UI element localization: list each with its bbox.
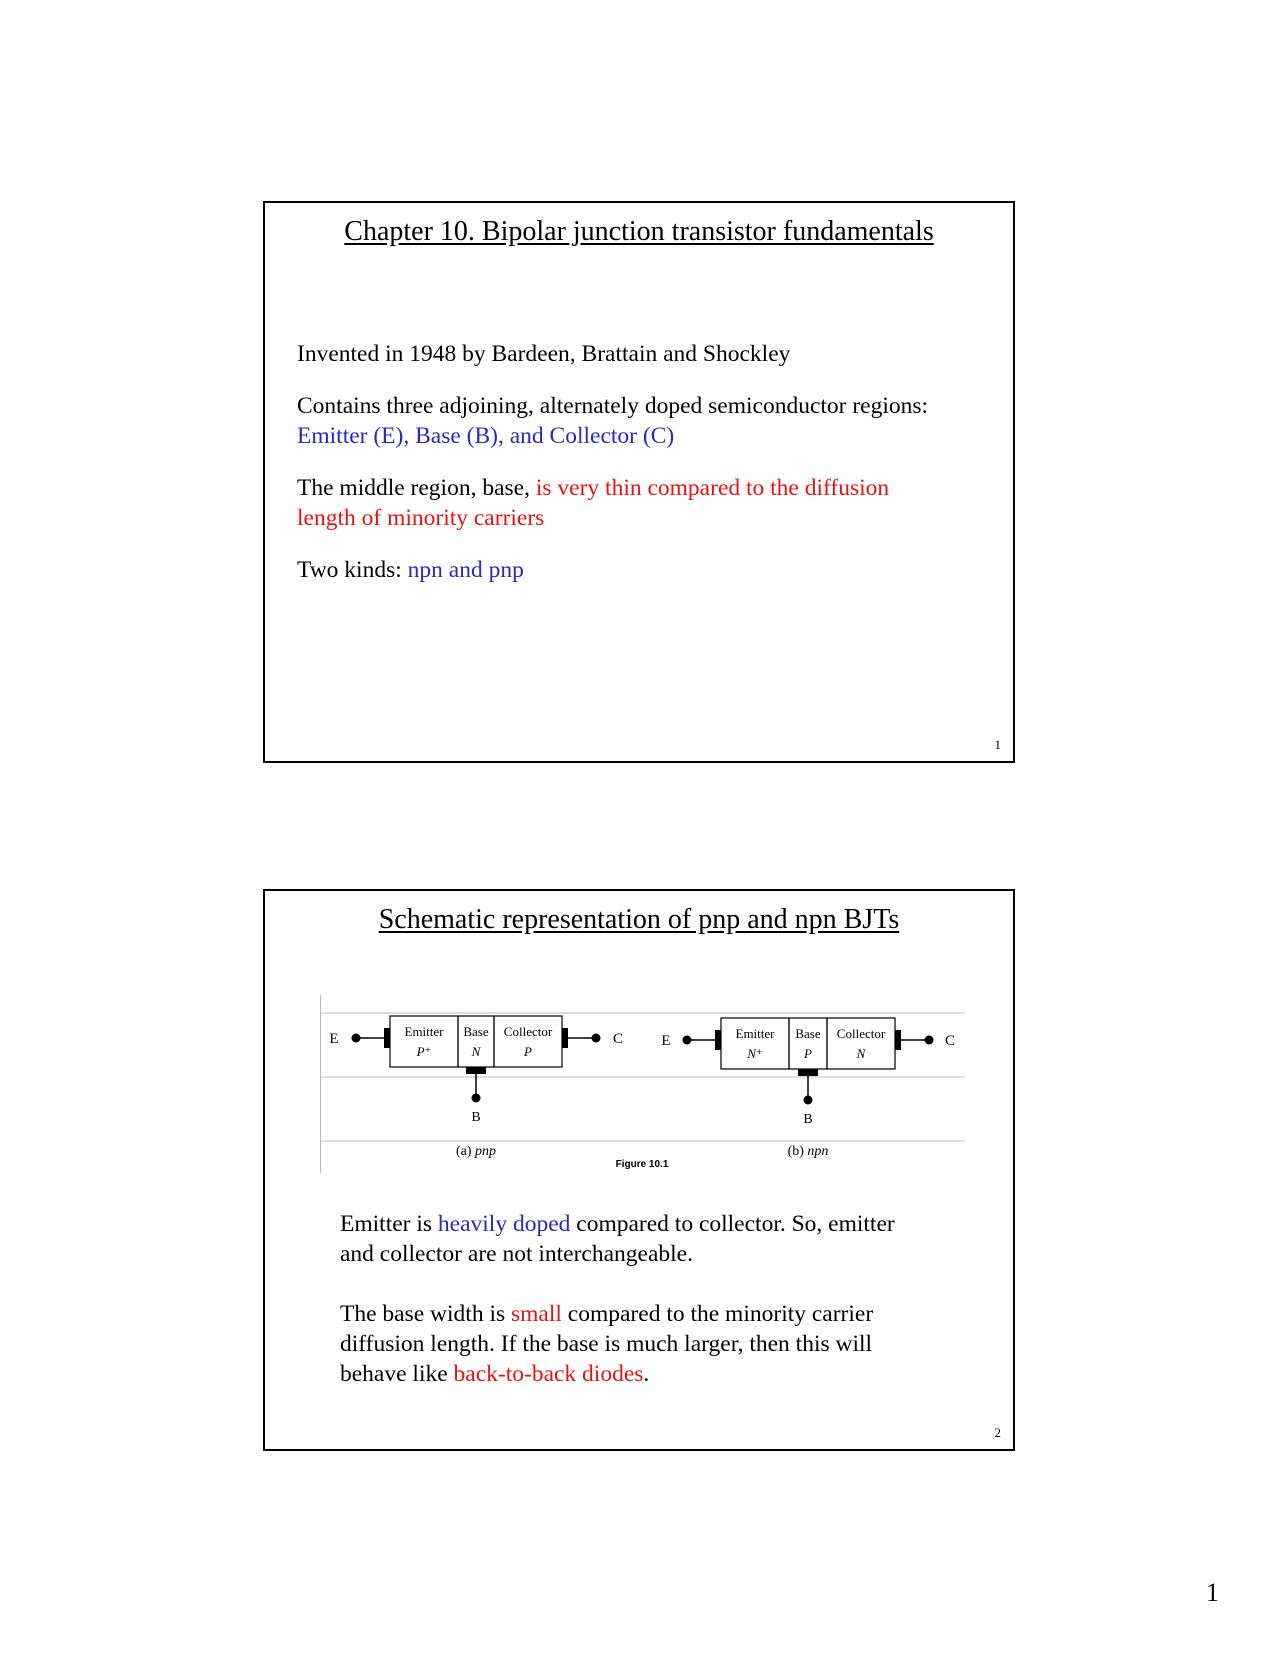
page-number: 1 xyxy=(1206,1578,1219,1607)
pnp-terminal-c: C xyxy=(612,1031,624,1047)
slide-1-paragraph-1 xyxy=(297,339,790,369)
pnp-collector-doping: P xyxy=(524,1044,532,1059)
npn-base-node xyxy=(804,1096,813,1105)
pnp-collector-contact xyxy=(562,1028,568,1048)
emitter-text-3: and collector are not interchangeable. xyxy=(340,1241,693,1267)
regions-list: Emitter (E), Base (B), and Collector (C) xyxy=(297,423,675,449)
npn-emitter-contact xyxy=(715,1030,721,1050)
pnp-collector-label: Collector xyxy=(503,1024,553,1039)
slide-2-number: 2 xyxy=(994,1425,1001,1440)
slide-1-number: 1 xyxy=(994,737,1001,752)
back-to-back-highlight: back-to-back diodes xyxy=(453,1361,644,1387)
base-thin-highlight: is very thin compared to the diffusion xyxy=(535,475,890,501)
slide-2 xyxy=(263,889,1015,1451)
npn-collector-contact xyxy=(895,1030,901,1050)
pnp-terminal-b: B xyxy=(471,1110,481,1125)
npn-sublabel: (b) npn xyxy=(787,1144,829,1159)
pnp-terminal-e: E xyxy=(329,1031,339,1047)
emitter-text: Emitter is xyxy=(340,1211,433,1237)
pnp-collector-node xyxy=(592,1034,601,1043)
heavily-doped-highlight: heavily doped xyxy=(437,1211,571,1237)
npn-collector-node xyxy=(925,1036,934,1045)
pnp-base-label: Base xyxy=(463,1024,489,1039)
slide-2-title: Schematic representation of pnp and npn BJTs xyxy=(378,904,900,935)
pnp-base-node xyxy=(472,1094,481,1103)
slide-2-paragraph-2 xyxy=(340,1299,873,1389)
base-width-text-2: compared to the minority carrier xyxy=(567,1301,874,1327)
pnp-base-doping: N xyxy=(471,1044,481,1059)
regions-text: Contains three adjoining, alternately doped semiconductor regions: xyxy=(297,393,929,419)
npn-transistor xyxy=(661,1018,955,1159)
base-thin-highlight-line2: length of minority carriers xyxy=(297,505,545,531)
npn-emitter-label: Emitter xyxy=(735,1026,775,1041)
base-width-text-3: diffusion length. If the base is much larger, then this will xyxy=(340,1331,873,1357)
pnp-sublabel: (a) pnp xyxy=(455,1144,497,1159)
figure-caption: Figure 10.1 xyxy=(615,1159,669,1170)
base-width-text-4: behave like xyxy=(340,1361,448,1387)
bjt-schematic-figure xyxy=(320,995,970,1181)
npn-collector-doping: N xyxy=(856,1046,866,1061)
base-text: The middle region, base, xyxy=(297,475,530,501)
pnp-emitter-label: Emitter xyxy=(404,1024,444,1039)
two-kinds-highlight: npn and pnp xyxy=(407,557,524,583)
base-width-text: The base width is xyxy=(340,1301,506,1327)
npn-terminal-b: B xyxy=(803,1112,813,1127)
slide-1-title: Chapter 10. Bipolar junction transistor fundamentals xyxy=(344,216,934,247)
pnp-emitter-contact xyxy=(384,1028,390,1048)
npn-base-label: Base xyxy=(795,1026,821,1041)
pnp-emitter-doping: P⁺ xyxy=(416,1044,432,1059)
slide-1-paragraph-2 xyxy=(297,391,928,451)
npn-collector-label: Collector xyxy=(836,1026,886,1041)
slide-1-paragraph-4 xyxy=(297,555,524,585)
slide-1-paragraph-3 xyxy=(297,473,889,533)
npn-terminal-c: C xyxy=(944,1033,956,1049)
slide-1 xyxy=(263,201,1015,763)
small-highlight: small xyxy=(511,1301,562,1327)
emitter-text-2: compared to collector. So, emitter xyxy=(576,1211,895,1237)
slide-2-paragraph-1 xyxy=(340,1209,895,1269)
invented-text: Invented in 1948 by Bardeen, Brattain and Shockley xyxy=(297,341,791,367)
npn-base-doping: P xyxy=(804,1046,812,1061)
two-kinds-text: Two kinds: xyxy=(297,557,402,583)
npn-terminal-e: E xyxy=(661,1033,671,1049)
npn-base-contact xyxy=(798,1069,818,1076)
pnp-base-contact xyxy=(466,1067,486,1074)
pnp-transistor xyxy=(329,1016,623,1159)
npn-emitter-doping: N⁺ xyxy=(747,1046,763,1061)
period: . xyxy=(643,1361,650,1387)
